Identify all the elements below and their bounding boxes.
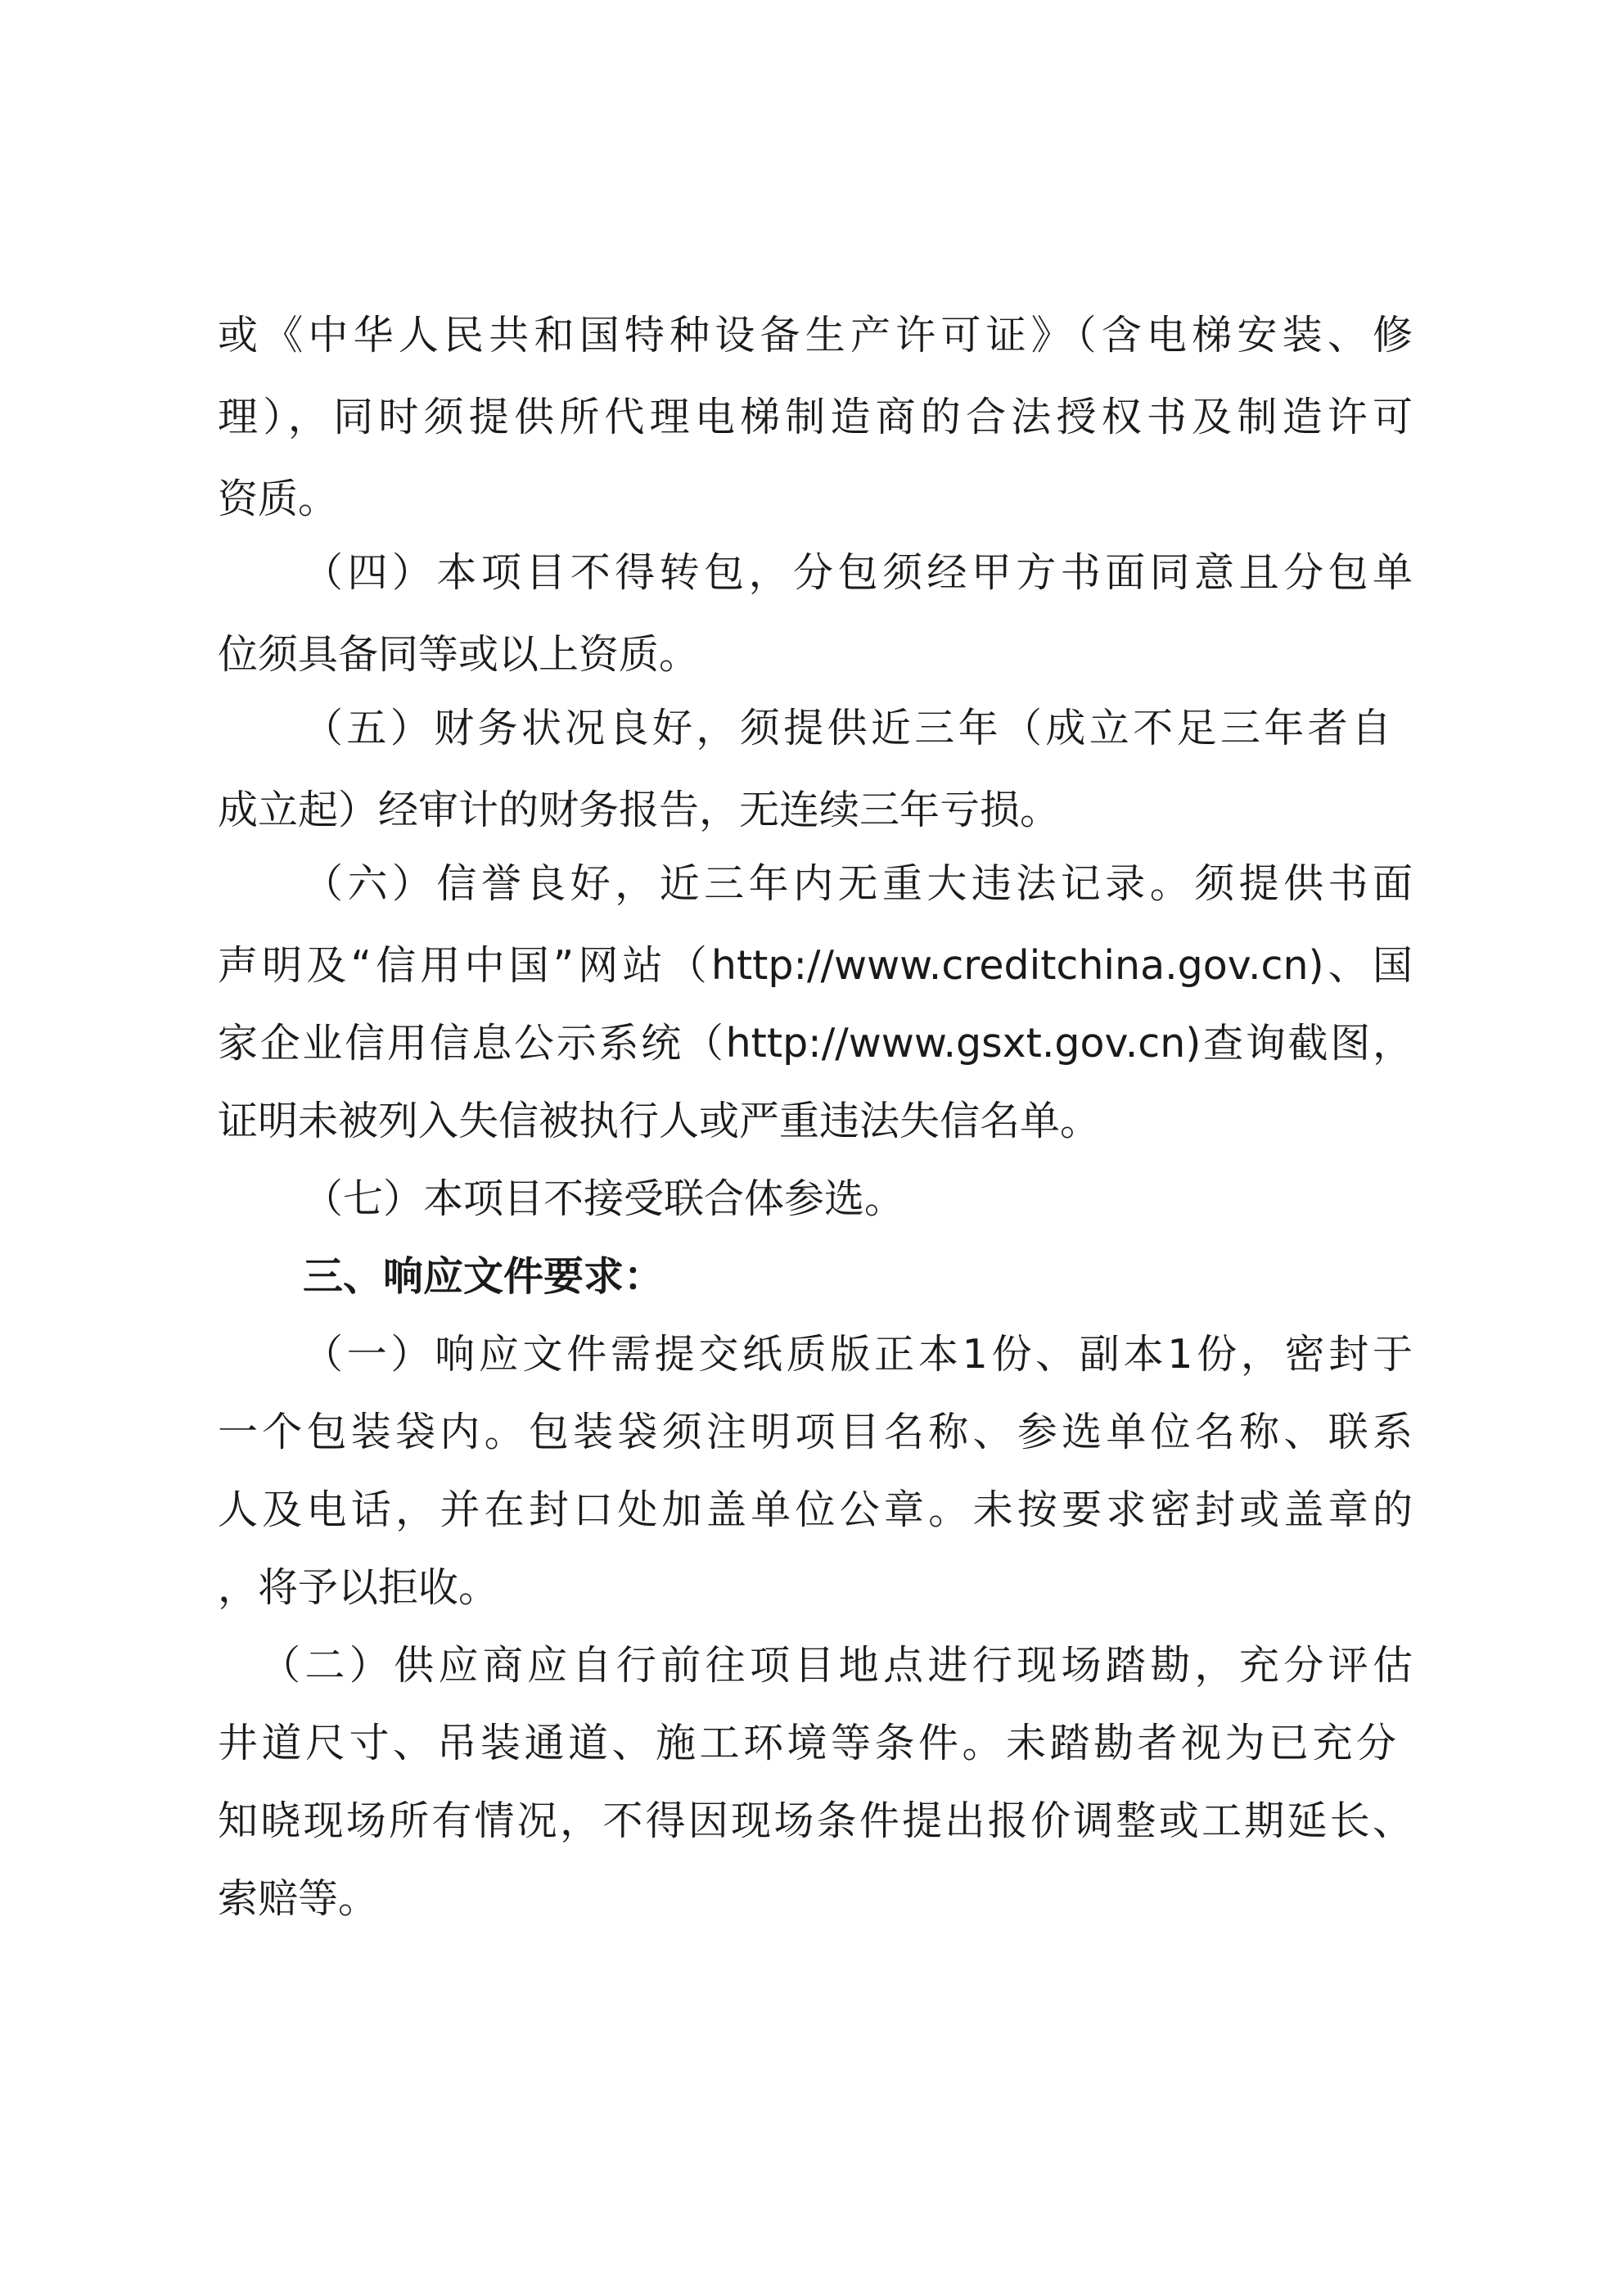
response-item-2-line: 索赔等。 (218, 1875, 379, 1922)
response-item-1-line: ，将予以拒收。 (218, 1564, 499, 1611)
paragraph-5-line: 成立起）经审计的财务报告，无连续三年亏损。 (218, 787, 1061, 833)
body-text-line: 资质。 (218, 476, 339, 522)
paragraph-6-line: 证明未被列入失信被执行人或严重违法失信名单。 (218, 1098, 1101, 1144)
paragraph-5-line: （五）财务状况良好，须提供近三年（成立不足三年者自 (303, 705, 1391, 751)
paragraph-4-line: 位须具备同等或以上资质。 (218, 631, 700, 678)
body-text-line: 理），同时须提供所代理电梯制造商的合法授权书及制造许可 (218, 394, 1413, 440)
response-item-2-line: 井道尺寸、吊装通道、施工环境等条件。未踏勘者视为已充分 (218, 1720, 1396, 1766)
paragraph-4-line: （四）本项目不得转包，分包须经甲方书面同意且分包单 (303, 549, 1413, 596)
response-item-1-line: 一个包装袋内。包装袋须注明项目名称、参选单位名称、联系 (218, 1409, 1413, 1455)
paragraph-6-line: 家企业信用信息公示系统（http://www.gsxt.gov.cn)查询截图， (218, 1020, 1413, 1067)
section-heading: 三、响应文件要求： (303, 1253, 665, 1300)
response-item-2-line: 知晓现场所有情况，不得因现场条件提出报价调整或工期延长、 (218, 1798, 1413, 1844)
response-item-1-line: 人及电话，并在封口处加盖单位公章。未按要求密封或盖章的 (218, 1486, 1413, 1533)
paragraph-7-line: （七）本项目不接受联合体参选。 (303, 1175, 905, 1222)
response-item-2-line: （二）供应商应自行前往项目地点进行现场踏勘，充分评估 (260, 1642, 1413, 1689)
paragraph-6-line: 声明及“信用中国”网站（http://www.creditchina.gov.cn)、国 (218, 942, 1413, 989)
body-text-line: 或《中华人民共和国特种设备生产许可证》（含电梯安装、修 (218, 312, 1413, 359)
response-item-1-line: （一）响应文件需提交纸质版正本1份、副本1份，密封于 (303, 1331, 1413, 1378)
paragraph-6-line: （六）信誉良好，近三年内无重大违法记录。须提供书面 (303, 860, 1413, 907)
